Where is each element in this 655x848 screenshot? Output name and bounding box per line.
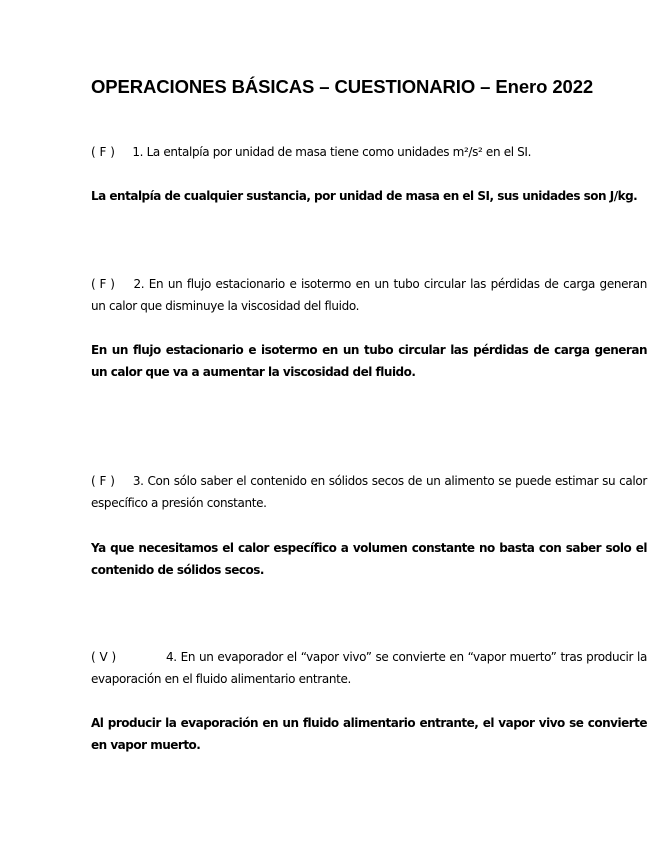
- question-1-text: 1. La entalpía por unidad de masa tiene como unidades m²/s² en el SI.: [132, 145, 532, 159]
- question-1-mark: ( F ): [91, 145, 115, 159]
- question-2-mark: ( F ): [91, 277, 115, 291]
- question-2: [91, 273, 647, 317]
- document-title: OPERACIONES BÁSICAS – CUESTIONARIO – Enero 2022: [91, 76, 594, 97]
- question-2-text: 2. En un flujo estacionario e isotermo en un tubo circular las pérdidas de carga generan un calor que disminuye la viscosidad del fluido.: [91, 277, 647, 313]
- question-4: [91, 646, 647, 690]
- answer-2: En un flujo estacionario e isotermo en un tubo circular las pérdidas de carga generan un calor que va a aumentar la viscosidad del fluido.: [91, 343, 647, 379]
- question-3-mark: ( F ): [91, 474, 115, 488]
- question-3-text: 3. Con sólo saber el contenido en sólidos secos de un alimento se puede estimar su calor específico a presión constante.: [91, 474, 647, 510]
- question-4-mark: ( V ): [91, 650, 117, 664]
- answer-4: Al producir la evaporación en un fluido alimentario entrante, el vapor vivo se convierte en vapor muerto.: [91, 716, 647, 752]
- answer-1: La entalpía de cualquier sustancia, por unidad de masa en el SI, sus unidades son J/kg.: [91, 189, 638, 203]
- question-1: [91, 141, 647, 163]
- question-3: [91, 470, 647, 514]
- answer-3: Ya que necesitamos el calor específico a volumen constante no basta con saber solo el contenido de sólidos secos.: [91, 541, 647, 577]
- question-4-text: 4. En un evaporador el “vapor vivo” se convierte en “vapor muerto” tras producir la evaporación en el fluido alimentario entrante.: [91, 650, 647, 686]
